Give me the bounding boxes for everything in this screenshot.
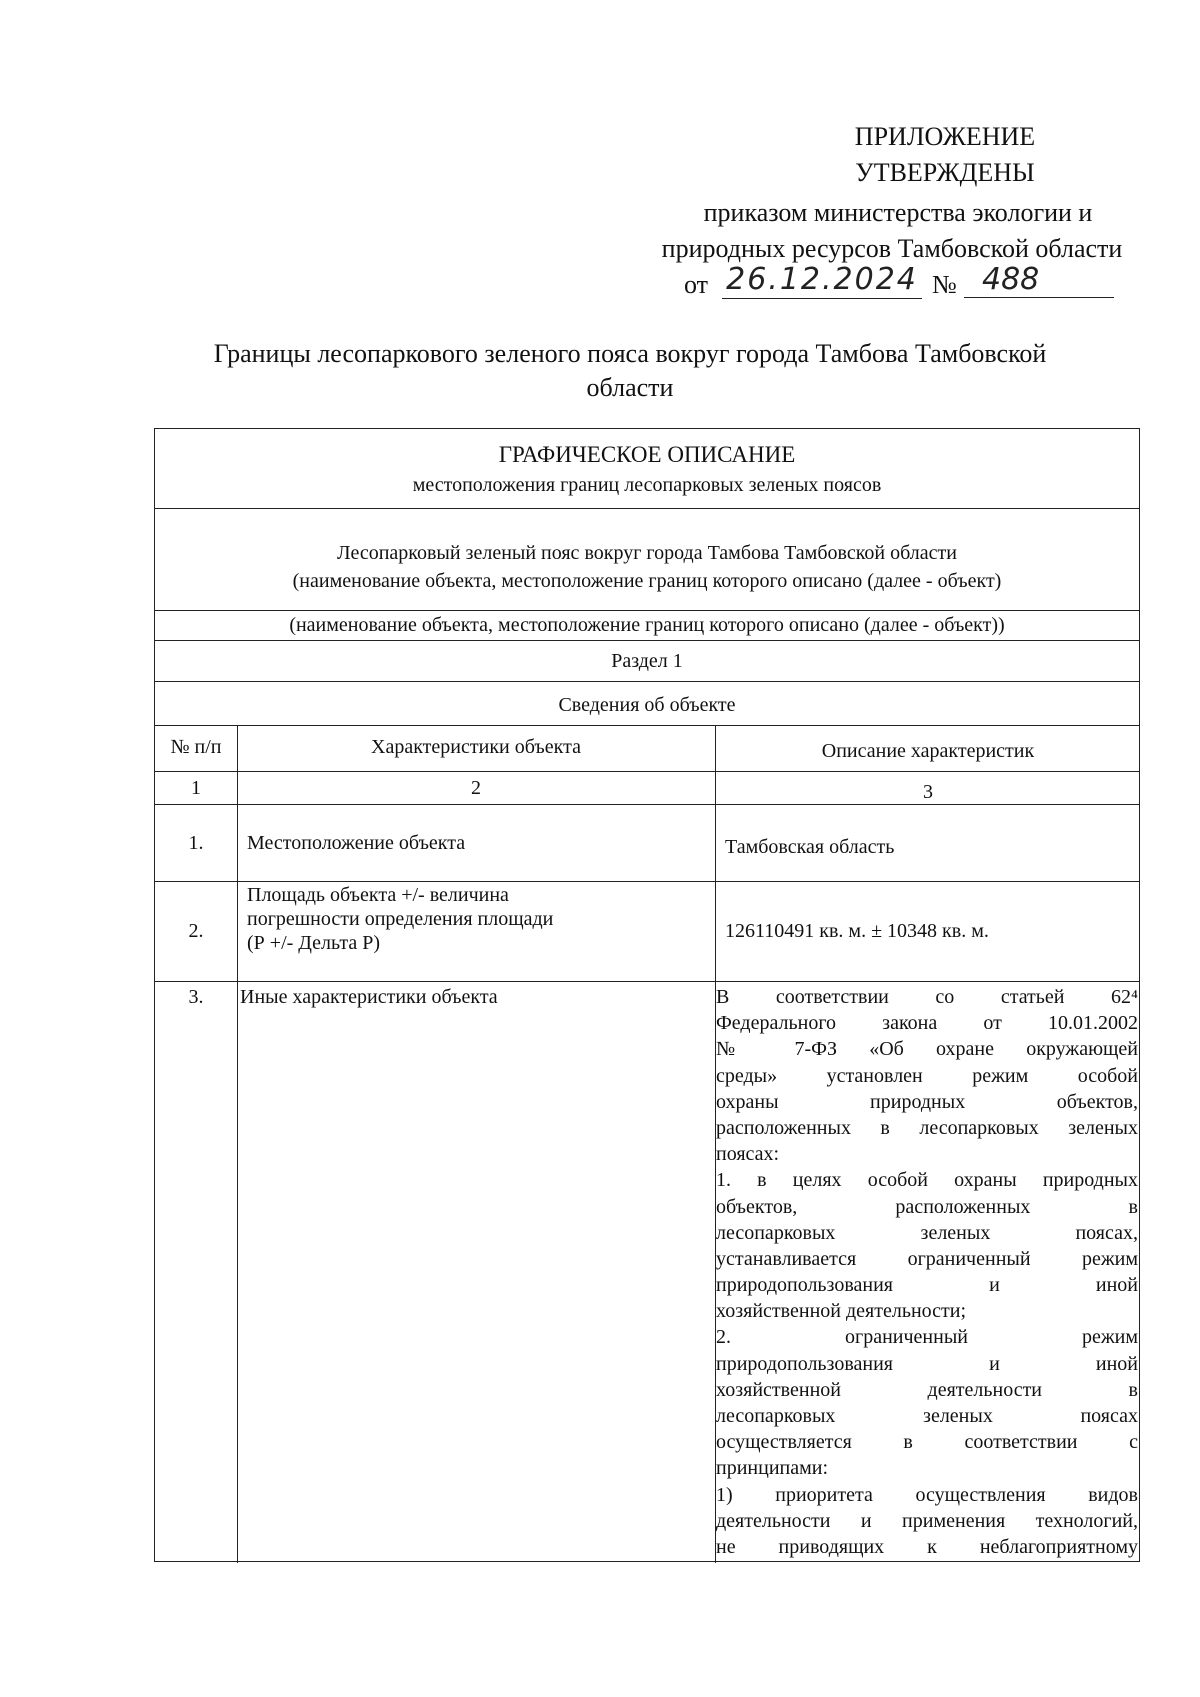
appendix-label: ПРИЛОЖЕНИЕ <box>854 122 1036 151</box>
order-line-1: приказом министерства экологии и <box>703 198 1093 227</box>
row-3-characteristic: Иные характеристики объекта <box>240 986 498 1008</box>
row-2-number: 2. <box>188 920 204 942</box>
object-name: Лесопарковый зеленый пояс вокруг города Тамбова Тамбовской области <box>337 542 957 564</box>
object-caption-2: (наименование объекта, местоположение границ которого описано (далее - объект)) <box>289 614 1005 636</box>
row-3-number: 3. <box>188 986 204 1008</box>
column-number-1: 1 <box>191 777 201 799</box>
object-caption: (наименование объекта, местоположение границ которого описано (далее - объект) <box>292 570 1002 592</box>
document-title-line-2: области <box>586 373 674 402</box>
column-header-description: Описание характеристик <box>821 740 1035 762</box>
order-number: 488 <box>964 262 1114 298</box>
order-line-2: природных ресурсов Тамбовской области <box>661 234 1123 263</box>
from-label: от <box>684 270 709 299</box>
row-1-characteristic: Местоположение объекта <box>247 832 466 854</box>
column-number-3: 3 <box>923 781 933 803</box>
column-number-2: 2 <box>471 777 481 799</box>
row-2-description: 126110491 кв. м. ± 10348 кв. м. <box>725 920 989 942</box>
section-number: Раздел 1 <box>611 650 683 672</box>
table-heading: ГРАФИЧЕСКОЕ ОПИСАНИЕ <box>498 442 796 467</box>
document-title-line-1: Границы лесопаркового зеленого пояса вокруг города Тамбова Тамбовской <box>213 339 1047 368</box>
row-3-description: В соответствии со статьей 62⁴ Федерального закона от 10.01.2002 № 7-ФЗ «Об охране окружающей среды» установлен режим особой охраны природных объектов, расположенных в лесопарковых зеленых поясах: 1. в целях особой охраны природных объектов, расположенных в лесопарковых зеленых поясах, устанавливается ограниченный режим природопользования и иной хозяйственной деятельности; 2. ограниченный режим природопользования и иной хозяйственной деятельности в лесопарковых зеленых поясах осуществляется в соответствии с принципами: 1) приоритета осуществления видов деятельности и применения технологий, не приводящих к неблагоприятному <box>716 986 1138 1558</box>
row-2-characteristic: Площадь объекта +/- величина погрешности определения площади (Р +/- Дельта Р) <box>247 884 554 954</box>
table-subheading: местоположения границ лесопарковых зеленых поясов <box>412 474 882 496</box>
section-title: Сведения об объекте <box>558 694 736 716</box>
row-1-description: Тамбовская область <box>725 836 895 858</box>
order-date: 26.12.2024 <box>722 262 922 299</box>
column-header-characteristic: Характеристики объекта <box>371 736 581 758</box>
column-header-number: № п/п <box>170 736 222 758</box>
number-label: № <box>932 270 957 299</box>
approved-label: УТВЕРЖДЕНЫ <box>855 158 1035 187</box>
row-1-number: 1. <box>188 832 204 854</box>
